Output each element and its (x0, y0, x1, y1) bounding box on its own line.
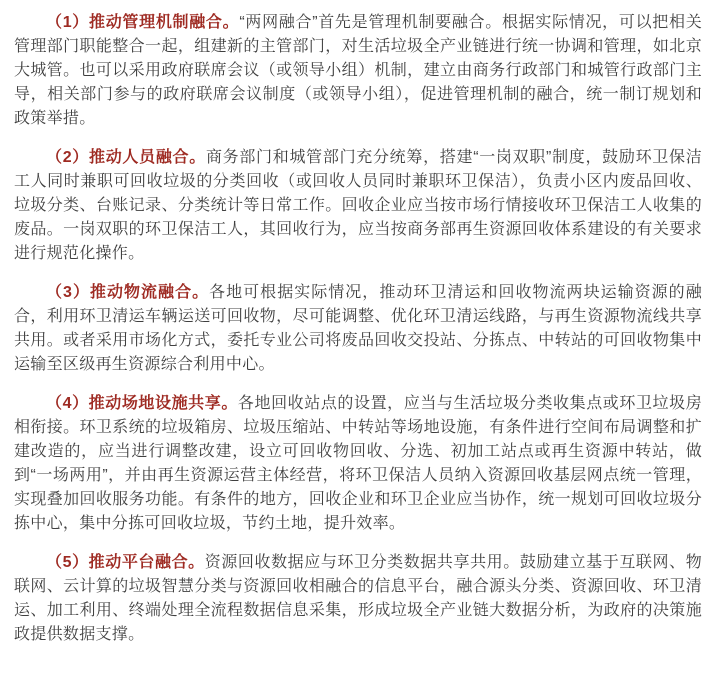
paragraph-5-body: 资源回收数据应与环卫分类数据共享共用。鼓励建立基于互联网、物联网、云计算的垃圾智慧分类与资源回收相融合的信息平台，融合源头分类、资源回收、环卫清运、加工利用、终端处理全流程数据信息采集，形成垃圾全产业链大数据分析，为政府的决策施政提供数据支撑。 (14, 554, 702, 643)
paragraph-1-body: “两网融合”首先是管理机制要融合。根据实际情况，可以把相关管理部门职能整合一起，组建新的主管部门，对生活垃圾全产业链进行统一协调和管理，如北京大城管。也可以采用政府联席会议（或领导小组）机制，建立由商务行政部门和城管行政部门主导，相关部门参与的政府联席会议制度（或领导小组），促进管理机制的融合，统一制订规划和政策举措。 (14, 14, 702, 127)
paragraph-4 (14, 392, 702, 536)
paragraph-4-heading: （4）推动场地设施共享。 (46, 395, 238, 412)
paragraph-3 (14, 281, 702, 377)
paragraph-2 (14, 146, 702, 266)
paragraph-3-heading: （3）推动物流融合。 (46, 284, 210, 301)
paragraph-1-heading: （1）推动管理机制融合。 (46, 14, 240, 31)
paragraph-3-body: 各地可根据实际情况，推动环卫清运和回收物流两块运输资源的融合，利用环卫清运车辆运送可回收物，尽可能调整、优化环卫清运线路，与再生资源物流线共享共用。或者采用市场化方式，委托专业公司将废品回收交投站、分拣点、中转站的可回收物集中运输至区级再生资源综合利用中心。 (14, 284, 702, 373)
paragraph-5-heading: （5）推动平台融合。 (46, 554, 205, 571)
paragraph-4-body: 各地回收站点的设置，应当与生活垃圾分类收集点或环卫垃圾房相衔接。环卫系统的垃圾箱房、垃圾压缩站、中转站等场地设施，有条件进行空间布局调整和扩建改造的，应当进行调整改建，设立可回收物回收、分选、初加工站点或再生资源中转站，做到“一场两用”，并由再生资源运营主体经营，将环卫保洁人员纳入资源回收基层网点统一管理，实现叠加回收服务功能。有条件的地方，回收企业和环卫企业应当协作，统一规划可回收垃圾分拣中心，集中分拣可回收垃圾，节约土地，提升效率。 (14, 395, 703, 532)
paragraph-5 (14, 551, 702, 647)
paragraph-2-body: 商务部门和城管部门充分统筹，搭建“一岗双职”制度，鼓励环卫保洁工人同时兼职可回收垃圾的分类回收（或回收人员同时兼职环卫保洁），负责小区内废品回收、垃圾分类、台账记录、分类统计等日常工作。回收企业应当按市场行情接收环卫保洁工人收集的废品。一岗双职的环卫保洁工人，其回收行为，应当按商务部再生资源回收体系建设的有关要求进行规范化操作。 (14, 149, 702, 262)
paragraph-1 (14, 11, 702, 131)
paragraph-2-heading: （2）推动人员融合。 (46, 149, 206, 166)
